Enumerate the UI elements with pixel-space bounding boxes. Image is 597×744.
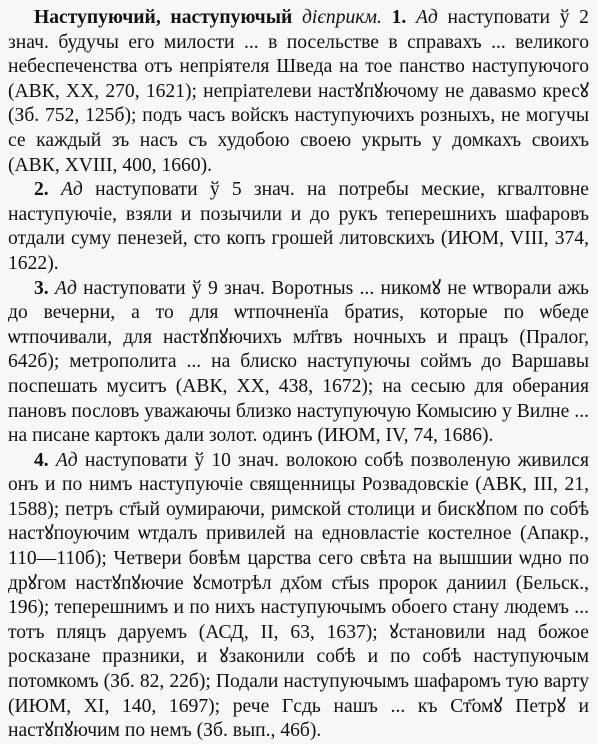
sense-reference: Ад <box>54 277 77 299</box>
sense-text: наступовати ў 9 знач. Воротныs ... никомꙋ не ѡтворали ажь до вечерни, а то для ѡтпочненїа братиs, которые по ѡбеде ѡтпочивали, для настꙋпꙋючихъ мл҃твъ ночныхъ и працъ (Пралог, 642б); метрополита ... на блиско наступуючы соймъ до Варшавы поспешать муситъ (АВК, XX, 438, 1672); на сесыю для оберания пановъ пословъ уважаючы близко наступуючую Комысию у Вилне ... на писане картокъ дали золот. одинъ (ИЮМ, IV, 74, 1686). <box>8 277 589 447</box>
sense-text: наступовати ў 10 знач. волокою собѣ позволеную живился онъ и по нимъ наступуючіе священницы Розвадовскіе (АВК, III, 21, 1588); петръ ст҃ый оумираючи, римской столици и бискꙋпом по собѣ настꙋпоуючим ѡтдалъ привилей на едновластіе костелное (Апакр., 110—110б); Четвери бовѣм царства сего свѣта на вышшии ѡдно по дрꙋгом настꙋпꙋючие ꙋсмотрѣл дх҃ом ст҃ыs пророк даниил (Бельск., 196); теперешнимъ и по нихъ наступуючымъ обоего стану людемъ ... тотъ пляцъ даруемъ (АСД, II, 63, 1637); ꙋстановили над божое росказане празники, и ꙋзаконили собѣ и по собѣ наступуючым потомкомъ (Зб. 82, 22б); Подали наступуючымъ шафаромъ тую варту (ИЮМ, XI, 140, 1697); рече Гсдь нашъ ... къ Ст҃омꙋ Петрꙋ и настꙋпꙋючим по немъ (Зб. вып., 46б). <box>8 449 590 742</box>
sense-number: 4. <box>34 449 49 471</box>
sense-reference: Ад <box>60 179 83 201</box>
part-of-speech: дієприкм. <box>302 7 382 28</box>
sense-text: наступовати ў 5 знач. на потребы меские, кгвалтовне наступуючіе, взяли и позычили и до рукъ теперешнихъ шафаровъ отдали суму пенезей, сто копъ грошей литовскихъ (ИЮМ, VIII, 374, 1622). <box>8 179 589 274</box>
sense-number: 1. <box>391 7 407 28</box>
sense-2-paragraph <box>8 178 589 276</box>
sense-3-paragraph <box>8 277 589 449</box>
dictionary-entry <box>8 6 589 744</box>
sense-number: 3. <box>34 277 49 299</box>
sense-4-paragraph <box>8 449 589 744</box>
sense-reference: Ад <box>55 449 78 471</box>
sense-1-paragraph <box>8 6 589 178</box>
sense-reference: Ад <box>415 7 438 28</box>
sense-text: наступовати ў 2 знач. будучы его милости ... в посельстве в справахъ ... великого небеспеченства отъ непріятеля Шведа на тое панство наступуючого (АВК, XX, 270, 1621); непріателеви настꙋпꙋючому не даваsмо кресꙋ (Зб. 752, 125б); подъ часъ войскъ наступуючихъ розныхъ, не могучы се каждый зъ насъ съ худобою своею укрыть у домкахъ своихъ (АВК, XVIII, 400, 1660). <box>8 7 589 176</box>
sense-number: 2. <box>34 179 49 201</box>
headword: Наступуючий, наступуючый <box>34 7 293 28</box>
